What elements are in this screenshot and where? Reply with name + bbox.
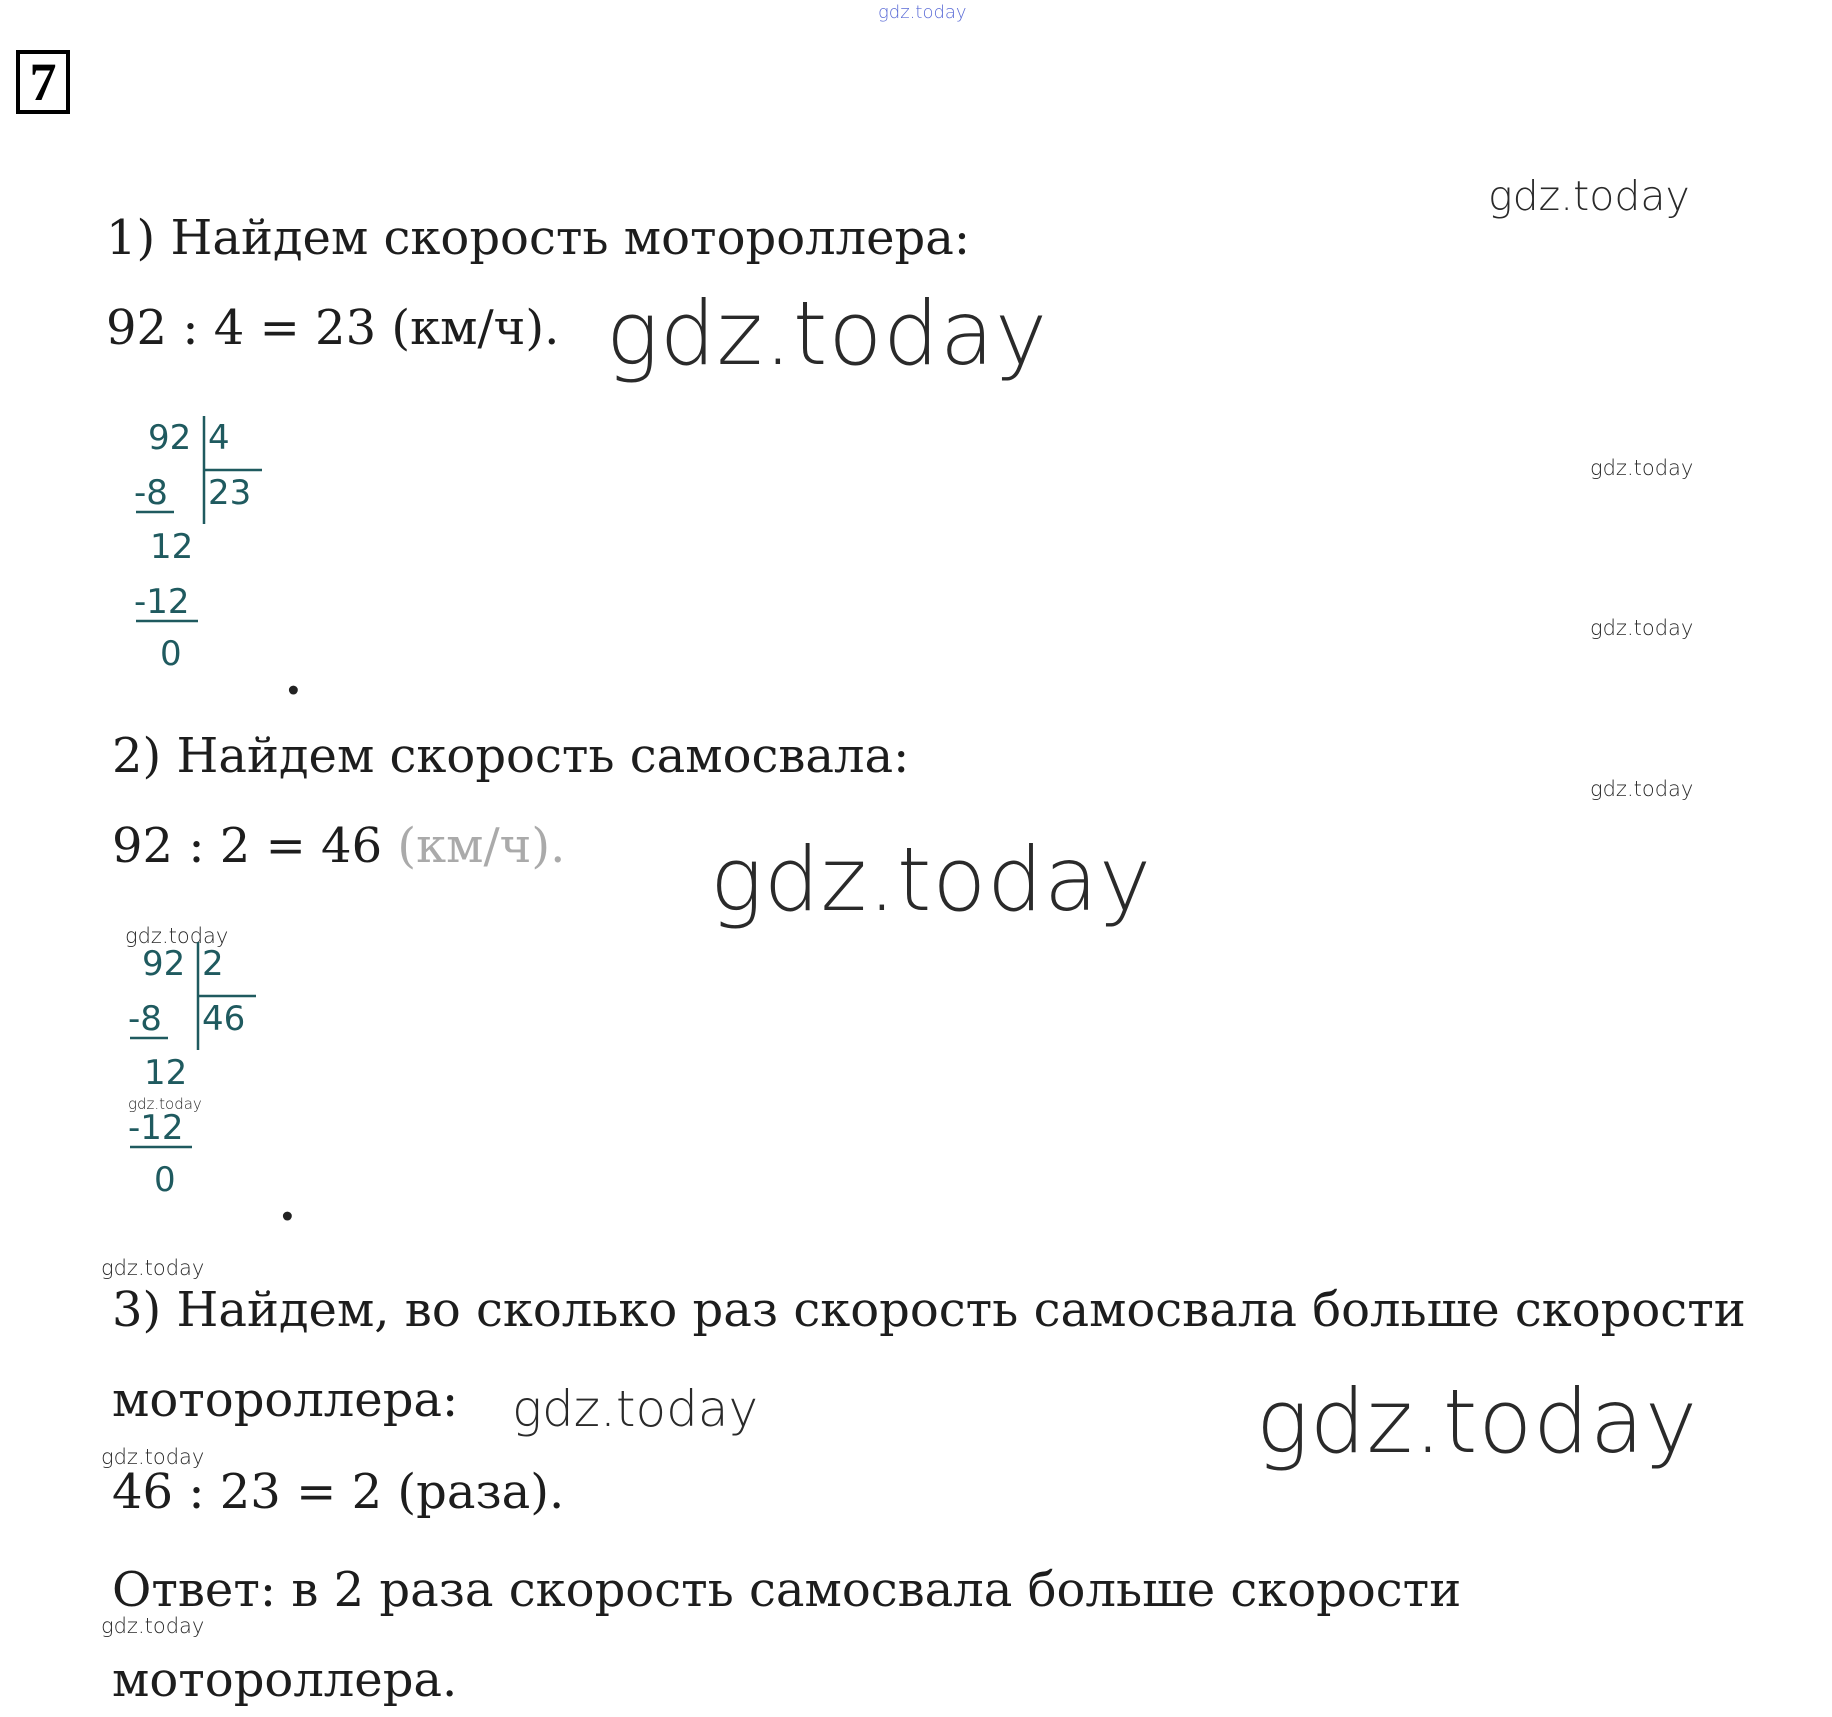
watermark-top: gdz.today [878,2,967,23]
division2-divisor: 2 [202,944,224,984]
division1-minus1: -8 [134,473,168,513]
division2-result: 0 [154,1160,176,1200]
step2-equation-main: 92 : 2 = 46 [112,818,398,874]
answer-line1: Ответ: в 2 раза скорость самосвала больше скорости [112,1562,1462,1618]
division2-remainder: 12 [144,1053,188,1093]
watermark-large-2: gdz.today [710,828,1153,931]
step2-heading: 2) Найдем скорость самосвала: [112,728,910,784]
division1-quotient: 23 [208,473,252,513]
step3-heading-line1: 3) Найдем, во сколько раз скорость самосвала больше скорости [112,1282,1746,1338]
watermark-left-1: gdz.today [101,1256,205,1280]
watermark-large-3: gdz.today [1256,1370,1699,1473]
division2-dot: . [279,1176,296,1232]
answer-line2: мотороллера. [112,1652,458,1708]
step2-equation-unit: (км/ч). [397,818,566,874]
division2-minus1: -8 [128,999,162,1039]
division1-dot: . [285,650,302,706]
watermark-upper-right: gdz.today [1488,172,1690,220]
watermark-left-2: gdz.today [101,1445,205,1469]
division2-minus2: -12 [128,1108,184,1148]
division2-dividend: 92 [142,944,186,984]
division1-result: 0 [160,634,182,674]
watermark-mid: gdz.today [512,1380,759,1438]
watermark-right-1: gdz.today [1590,456,1694,480]
division1-dividend: 92 [148,418,192,458]
division1-divisor: 4 [208,418,230,458]
watermark-right-3: gdz.today [1590,777,1694,801]
watermark-left-3: gdz.today [101,1614,205,1638]
step3-equation: 46 : 23 = 2 (раза). [112,1464,565,1520]
division1-minus2: -12 [134,582,190,622]
step1-equation: 92 : 4 = 23 (км/ч). [106,300,560,356]
task-number: 7 [16,50,70,114]
watermark-right-2: gdz.today [1590,616,1694,640]
division2-quotient: 46 [202,999,246,1039]
step1-heading: 1) Найдем скорость мотороллера: [106,210,970,266]
watermark-division2: gdz.today [125,924,229,948]
step3-heading-line2: мотороллера: [112,1372,459,1428]
division1-remainder: 12 [150,527,194,567]
watermark-large-1: gdz.today [606,282,1049,385]
watermark-small-1: gdz.today [128,1095,202,1113]
